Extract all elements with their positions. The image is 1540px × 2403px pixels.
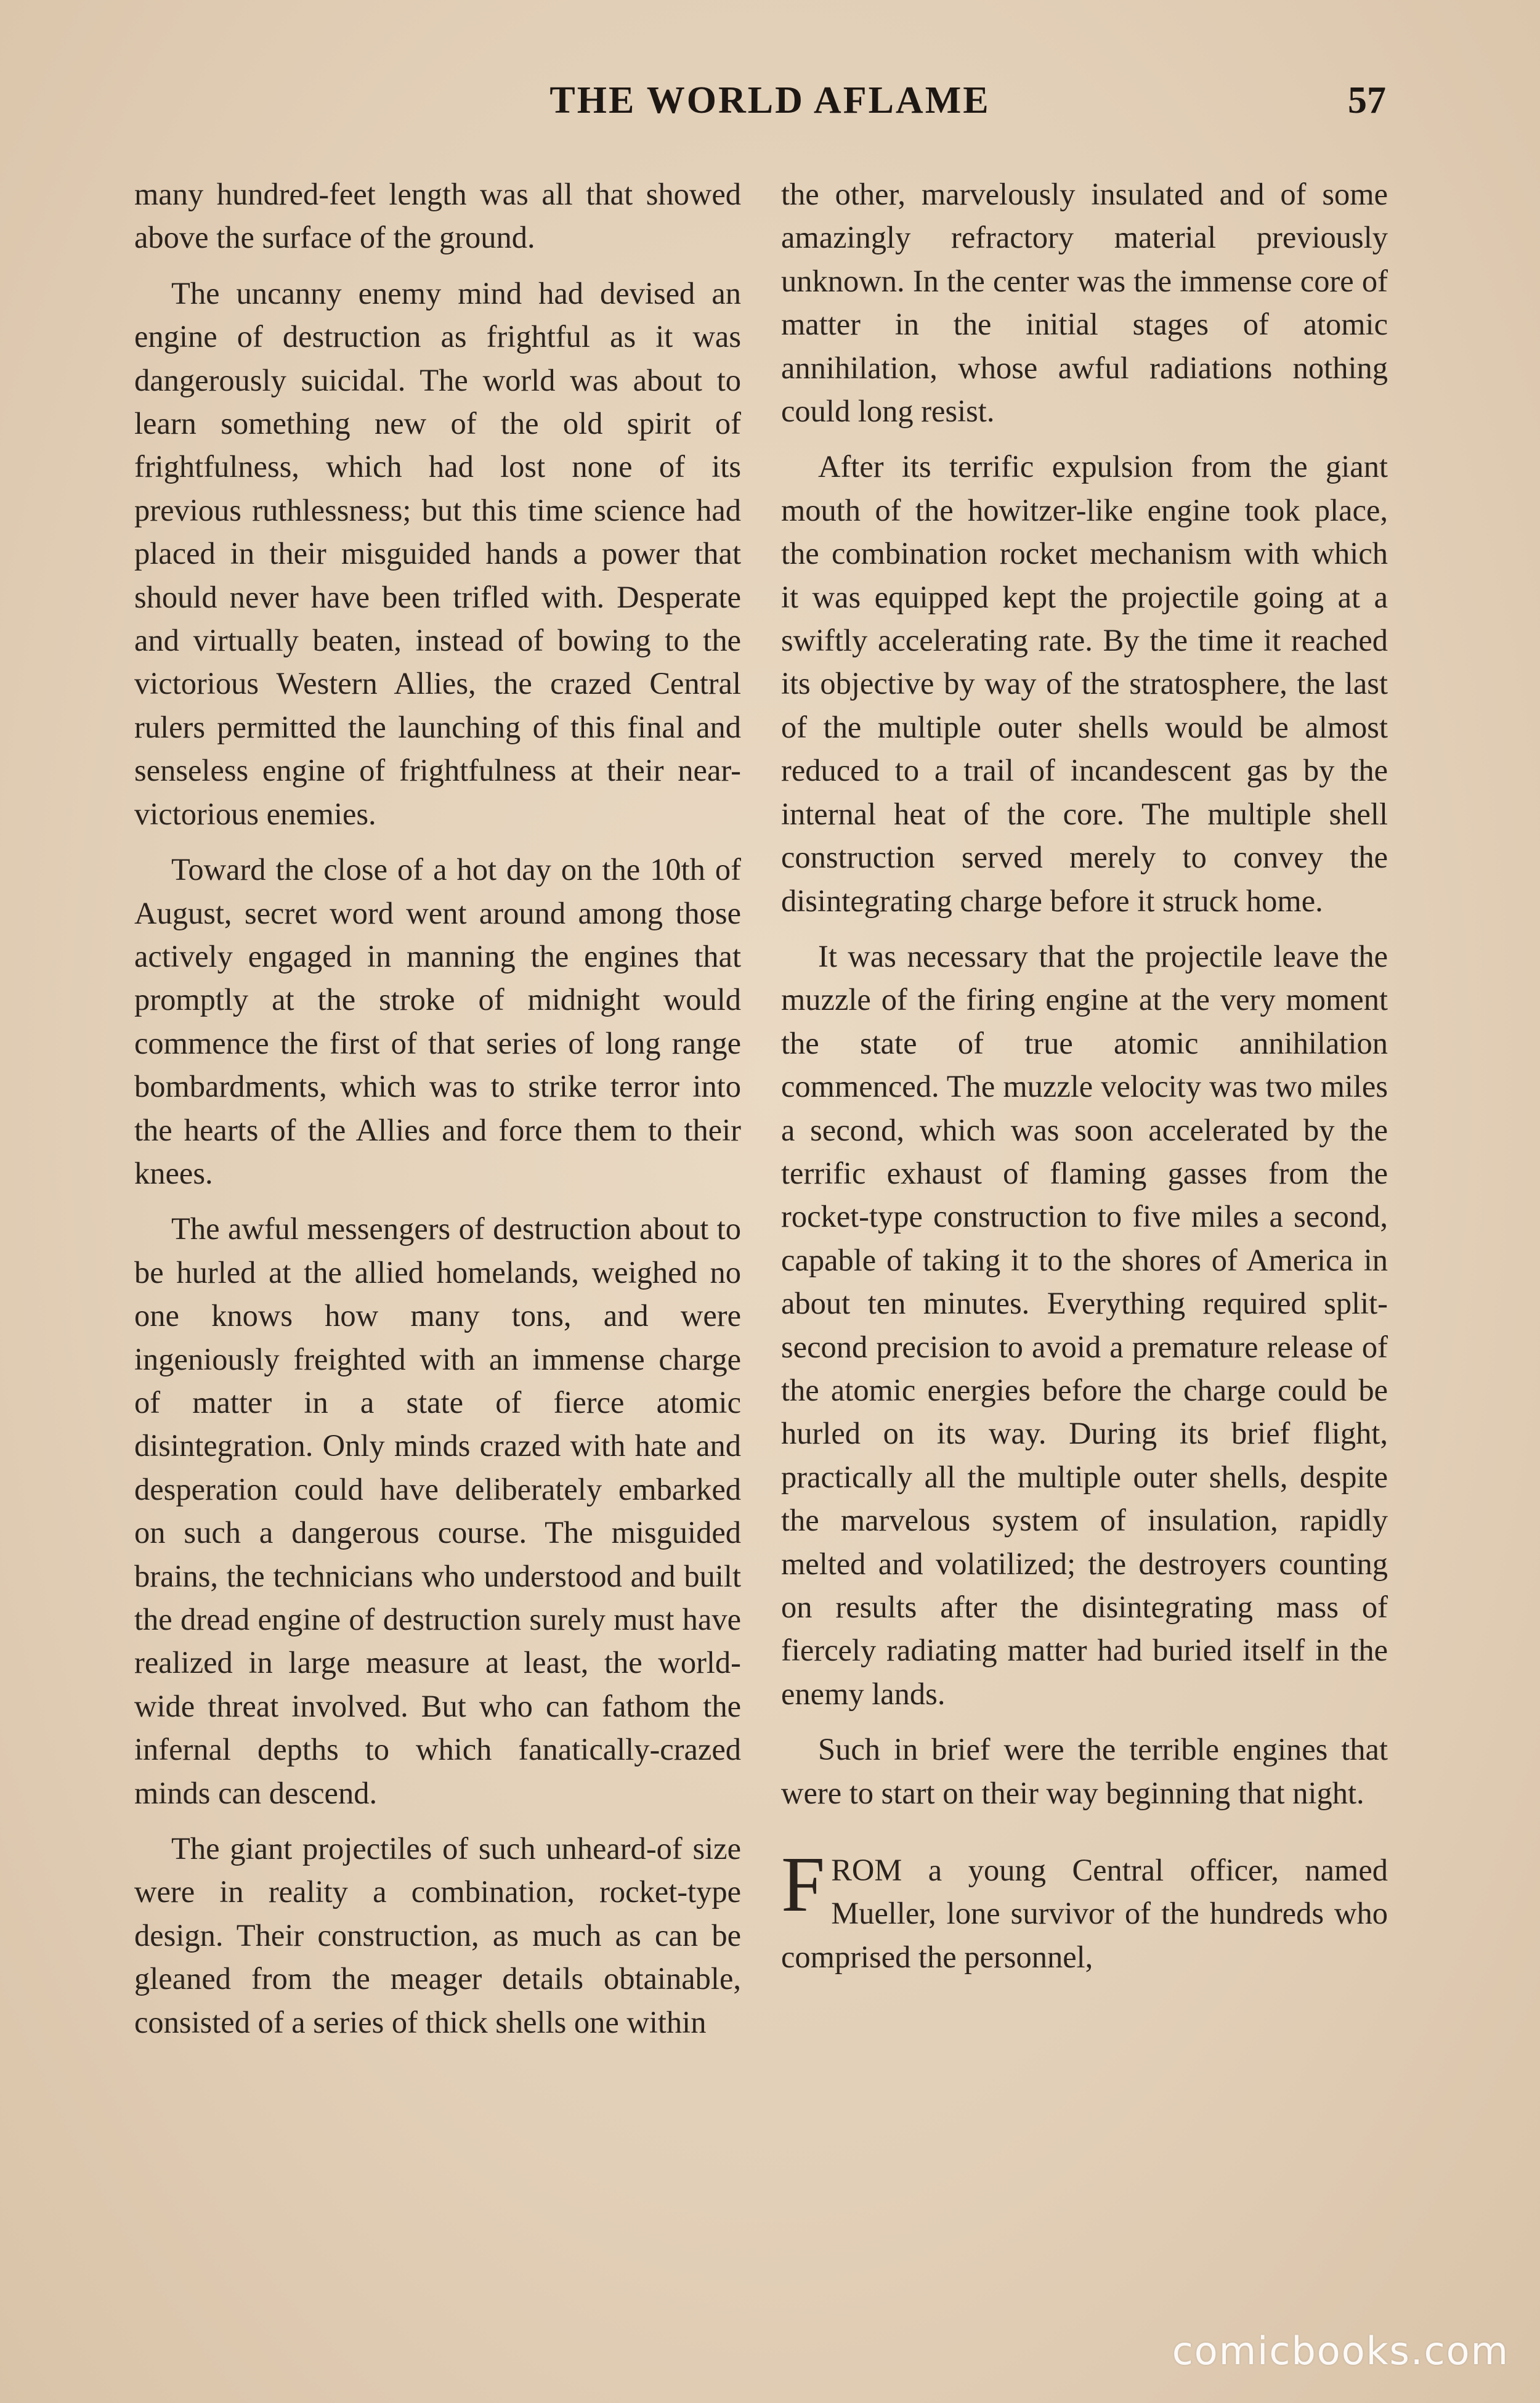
paragraph: It was necessary that the projectile leave the muzzle of the firing engine at the very moment the state of true atomic annihilation commenced. The muzzle velocity was two miles a second, which was soon accelerated by the terrific exhaust of flaming gasses from the rocket-type construction to five miles a second, capable of taking it to the shores of America in about ten minutes. Everything required split-second precision to avoid a premature release of the atomic energies before the charge could be hurled on its way. During its brief flight, practically all the multiple outer shells, despite the marvelous system of insulation, rapidly melted and volatilized; the destroyers counting on results after the disintegrating mass of fiercely radiating matter had buried itself in the enemy lands. [781, 938, 1388, 1711]
site-watermark: comicbooks.com [1172, 2328, 1509, 2373]
paragraph-text: ROM a young Central officer, named Mueller, lone survivor of the hundreds who comprised the personnel, [781, 1853, 1388, 1974]
paragraph: The giant projectiles of such unheard-of size were in reality a combination, rocket-type design. Their construction, as much as can be gleaned from the meager details obtainable, consisted of a series of thick shells one within [134, 1831, 741, 2039]
running-head-title: THE WORLD AFLAME [549, 79, 991, 121]
right-column [781, 173, 1388, 1991]
paragraph: Such in brief were the terrible engines that were to start on their way beginning that night. [781, 1732, 1388, 1810]
paragraph: The awful messengers of destruction about to be hurled at the allied homelands, weighed no one knows how many tons, and were ingeniously freighted with an immense charge of matter in a state of fierce atomic disintegration. Only minds crazed with hate and desperation could have deliberately embarked on such a dangerous course. The misguided brains, the technicians who understood and built the dread engine of destruction surely must have realized in large measure at least, the world-wide threat involved. But who can fathom the infernal depths to which fanatically-crazed minds can descend. [134, 1211, 741, 1810]
paragraph: many hundred-feet length was all that showed above the surface of the ground. [134, 177, 741, 255]
paragraph: Toward the close of a hot day on the 10th of August, secret word went around among those actively engaged in manning the engines that promptly at the stroke of midnight would commence the first of that series of long range bombardments, which was to strike terror into the hearts of the Allies and force them to their knees. [134, 852, 741, 1190]
drop-cap: F [781, 1840, 825, 1929]
paragraph: The uncanny enemy mind had devised an engine of destruction as frightful as it was dangerously suicidal. The world was about to learn something new of the old spirit of frightfulness, which had lost none of its previous ruthlessness; but this time science had placed in their misguided hands a power that should never have been trifled with. Desperate and virtually beaten, instead of bowing to the victorious Western Allies, the crazed Central rulers permitted the launching of this final and senseless engine of frightfulness at their near-victorious enemies. [134, 275, 741, 831]
paragraph: the other, marvelously insulated and of some amazingly refractory material previously unknown. In the center was the immense core of matter in the initial stages of atomic annihilation, whose awful radiations nothing could long resist. [781, 177, 1388, 429]
left-column [134, 173, 741, 2056]
section-opening-paragraph [781, 1840, 1388, 1978]
paragraph: After its terrific expulsion from the giant mouth of the howitzer-like engine took place, the combination rocket mechanism with which it was equipped kept the projectile going at a swiftly accelerating rate. By the time it reached its objective by way of the stratosphere, the last of the multiple outer shells would be almost reduced to a trail of incandescent gas by the internal heat of the core. The multiple shell construction served merely to convey the disintegrating charge before it struck home. [781, 449, 1388, 918]
page-number: 57 [1348, 79, 1386, 121]
